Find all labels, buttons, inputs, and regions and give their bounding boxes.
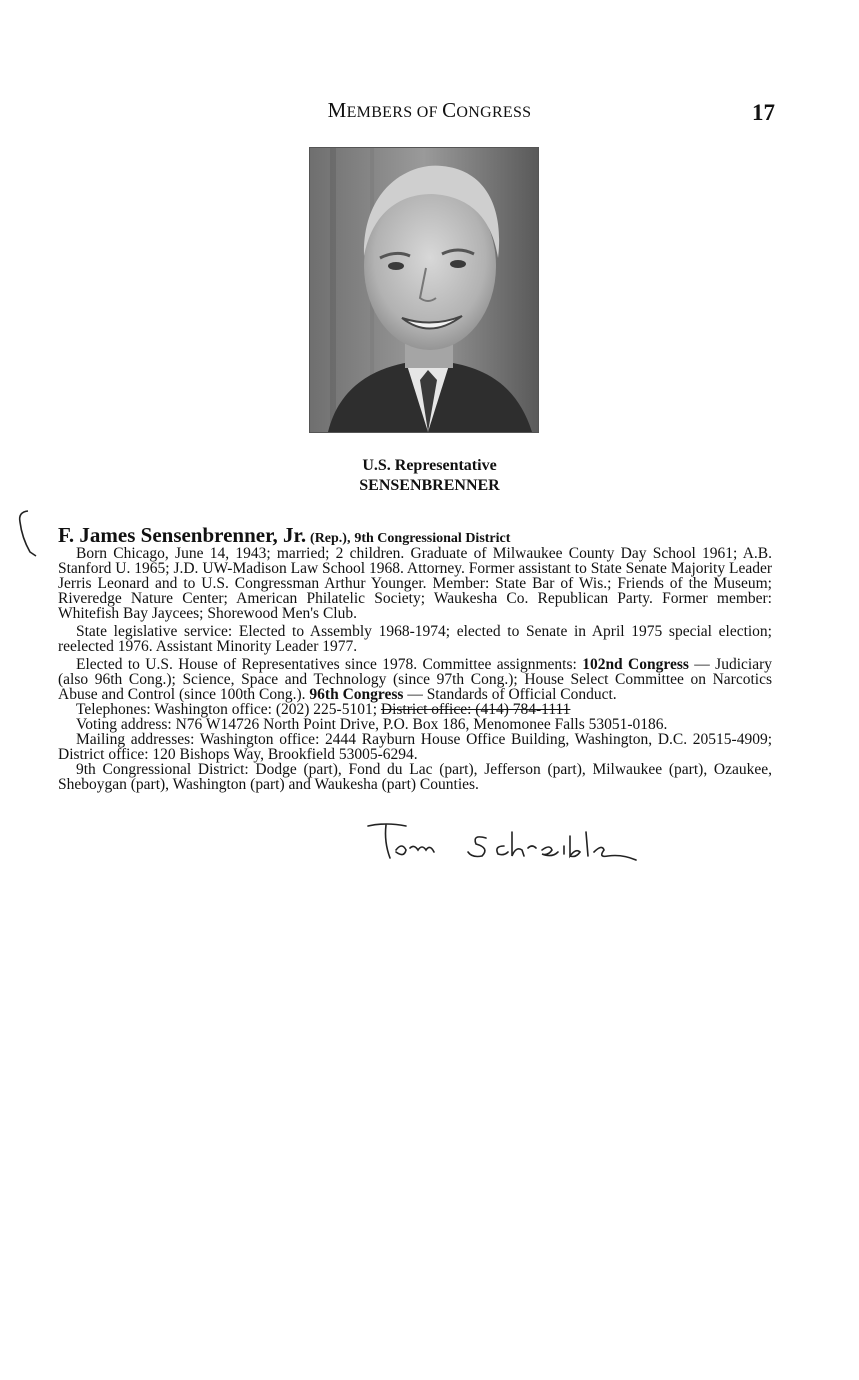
running-head-cap-1: M xyxy=(327,98,347,122)
running-head-part-2: ONGRESS xyxy=(456,104,532,121)
committee-text-1: Elected to U.S. House of Representatives since 1978. Committee assignments: xyxy=(76,656,583,673)
bio-paragraph: Born Chicago, June 14, 1943; married; 2 children. Graduate of Milwaukee County Day School 1961; A.B. Stanford U. 1965; J.D. UW-Madison Law School 1968. Attorney. Former assistant to State Senate Majority Leader Jerris Leonard and to U.S. Congressman Arthur Younger. Member: State Bar of Wis.; Friends of the Museum; Riveredge Nature Center; American Philatelic Society; Waukesha Co. Republican Party. Former member: Whitefish Bay Jaycees; Shorewood Men's Club. xyxy=(58,545,772,622)
portrait-photo xyxy=(309,147,539,433)
mailing-address-paragraph: Mailing addresses: Washington office: 2444 Rayburn House Office Building, Washington, D.C. 20515-4909; District office: 120 Bishops Way, Brookfield 53005-6294. xyxy=(58,731,772,763)
caption-surname: SENSENBRENNER xyxy=(359,477,500,494)
congress-96-label: 96th Congress xyxy=(309,686,404,703)
district-counties-paragraph: 9th Congressional District: Dodge (part), Fond du Lac (part), Jefferson (part), Milwaukee (part), Ozaukee, Sheboygan (part), Washington (part) and Waukesha (part) Counties. xyxy=(58,761,772,793)
photo-caption xyxy=(0,456,859,496)
handwritten-bracket-mark xyxy=(14,508,44,558)
page-number: 17 xyxy=(752,100,775,125)
handwritten-signature xyxy=(366,818,646,866)
voting-address-line: Voting address: N76 W14726 North Point Drive, P.O. Box 186, Menomonee Falls 53051-0186. xyxy=(76,716,668,733)
running-head-part-1: EMBERS OF xyxy=(346,104,443,121)
member-party: (Rep.), xyxy=(310,531,351,546)
member-name: F. James Sensenbrenner, Jr. xyxy=(58,523,307,547)
committee-paragraph xyxy=(58,657,772,702)
entry-heading xyxy=(58,523,772,547)
running-head xyxy=(0,98,859,123)
telephones-text: Telephones: Washington office: (202) 225-5101; xyxy=(76,701,381,718)
biography-entry xyxy=(58,523,772,793)
congress-102-label: 102nd Congress xyxy=(582,656,689,673)
telephones-line xyxy=(58,702,772,717)
caption-title: U.S. Representative xyxy=(362,457,497,474)
committee-text-3: — Standards of Official Conduct. xyxy=(403,686,617,703)
running-head-cap-2: C xyxy=(442,98,457,122)
struck-district-phone: District office: (414) 784-1111 xyxy=(380,701,571,718)
member-district: 9th Congressional District xyxy=(354,531,511,546)
committee-text-2: — Judiciary (also 96th Cong.); Science, Space and Technology (since 97th Cong.); House Select Committee on Narcotics Abuse and Control (since 100th Cong.). xyxy=(58,656,772,703)
legislative-service-paragraph: State legislative service: Elected to Assembly 1968-1974; elected to Senate in April 1975 special election; reelected 1976. Assistant Minority Leader 1977. xyxy=(58,623,772,655)
